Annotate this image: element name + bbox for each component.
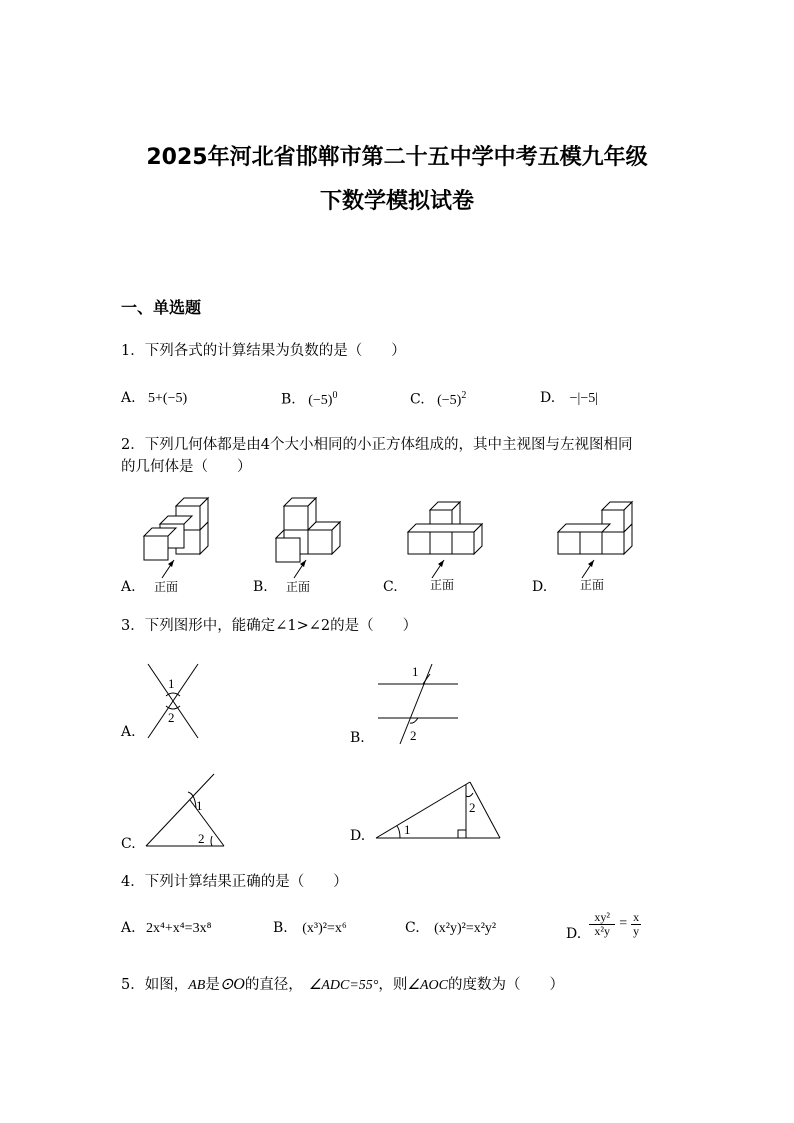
q3-option-b[interactable]: B. (350, 730, 365, 746)
q3-figure-a (140, 660, 210, 742)
option-letter: C. (405, 920, 420, 936)
front-label: 正面 (286, 580, 311, 594)
option-expression: (x²y)²=x²y² (434, 921, 497, 936)
option-letter: B. (281, 391, 296, 408)
angle-1-label: 1 (168, 676, 175, 691)
question-4-stem: 4．下列计算结果正确的是（ ） (121, 874, 348, 890)
fraction-left (589, 911, 615, 938)
option-expression: (−5) (437, 392, 462, 408)
title-line-1: 2025年河北省邯郸市第二十五中学中考五模九年级 (146, 145, 648, 170)
question-3-stem: 3．下列图形中，能确定∠1>∠2的是（ ） (121, 618, 418, 634)
question-1-stem: 1．下列各式的计算结果为负数的是（ ） (121, 343, 406, 359)
q2-figure-c (402, 494, 492, 594)
q1-option-a[interactable] (121, 390, 187, 407)
fraction-numerator: x (633, 909, 640, 924)
front-label: 正面 (430, 578, 455, 592)
option-letter: A. (121, 390, 136, 406)
fraction-right (631, 911, 641, 938)
q5-prefix: 5．如图， (121, 977, 189, 993)
option-letter: A. (121, 920, 136, 936)
angle-2-label: 2 (410, 728, 417, 743)
q2-option-d[interactable]: D. (532, 579, 548, 595)
circle-o-symbol: ⊙O (219, 976, 245, 993)
q3-option-a[interactable]: A. (121, 724, 136, 740)
option-expression: 2x⁴+x⁴=3x⁸ (146, 921, 212, 936)
option-exponent: 0 (332, 390, 338, 401)
angle-2-label: 2 (168, 710, 175, 725)
question-5-stem (121, 974, 564, 997)
q2-figure-a (140, 494, 220, 594)
q4-option-d[interactable] (566, 906, 641, 942)
fraction-denominator: x²y (594, 923, 610, 938)
q1-option-b[interactable] (281, 390, 337, 409)
q3-option-d[interactable]: D. (350, 828, 366, 844)
q2-figure-d (552, 494, 642, 594)
q5-mid: 的直径， (244, 977, 303, 993)
q2-option-b[interactable]: B. (253, 579, 268, 595)
option-letter: D. (566, 926, 582, 942)
equals-sign: = (619, 916, 628, 931)
angle-1-label: 1 (404, 822, 411, 837)
q4-option-a[interactable] (121, 920, 211, 937)
question-2-line-1: 2．下列几何体都是由4个大小相同的小正方体组成的，其中主视图与左视图相同 (121, 437, 633, 453)
section-heading: 一、单选题 (121, 298, 202, 317)
front-label: 正面 (580, 578, 605, 592)
q1-option-c[interactable] (410, 390, 466, 409)
q5-ab: AB (188, 978, 206, 993)
option-letter: D. (540, 390, 556, 406)
q2-option-a[interactable]: A. (121, 579, 136, 595)
q4-option-b[interactable] (273, 920, 347, 937)
front-label: 正面 (154, 580, 179, 594)
option-exponent: 2 (461, 390, 467, 401)
page-title (0, 136, 794, 224)
option-letter: B. (273, 920, 288, 936)
option-expression: −|−5| (569, 391, 599, 406)
option-expression: 5+(−5) (148, 391, 188, 406)
fraction-numerator: xy² (594, 909, 610, 924)
angle-1-label: 1 (196, 798, 203, 813)
q3-figure-b (370, 660, 470, 746)
fraction-denominator: y (633, 923, 640, 938)
q3-option-c[interactable]: C. (121, 836, 136, 852)
angle-2-label: 2 (469, 800, 476, 815)
q3-figure-d (372, 776, 506, 842)
q1-option-d[interactable] (540, 390, 598, 407)
title-line-2: 下数学模拟试卷 (319, 189, 474, 214)
angle-2-label: 2 (198, 831, 205, 846)
option-letter: C. (410, 391, 425, 408)
question-2-line-2: 的几何体是（ ） (121, 459, 252, 475)
q2-option-c[interactable]: C. (383, 579, 398, 595)
question-2-stem (121, 434, 632, 478)
angle-1-label: 1 (412, 664, 419, 679)
q5-angle-adc: ∠ADC=55° (308, 978, 379, 993)
q5-is: 是 (205, 977, 220, 993)
q2-figure-b (272, 494, 352, 594)
q5-angle-aoc: ∠AOC (407, 978, 448, 993)
q5-then: ，则 (378, 977, 408, 993)
q4-option-c[interactable] (405, 920, 496, 937)
option-expression: (−5) (308, 392, 333, 408)
q5-suffix: 的度数为（ ） (447, 977, 564, 993)
q3-figure-c (140, 770, 232, 852)
option-expression: (x³)²=x⁶ (302, 921, 347, 936)
